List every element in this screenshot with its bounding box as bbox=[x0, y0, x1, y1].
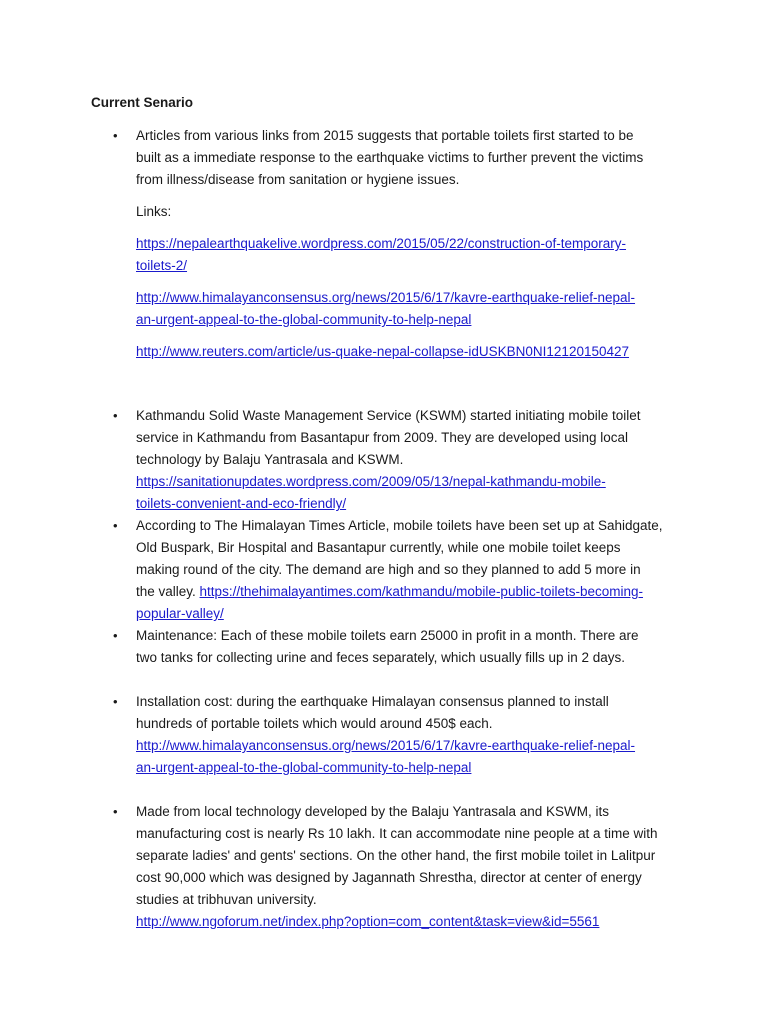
link-text[interactable]: toilets-2/ bbox=[136, 258, 188, 273]
link-temporary-toilets[interactable] bbox=[136, 233, 736, 277]
link-himalayan-times[interactable]: popular-valley/ bbox=[136, 606, 224, 621]
links-label: Links: bbox=[136, 204, 172, 219]
bullet-icon: • bbox=[113, 128, 118, 143]
text-line: Maintenance: Each of these mobile toilets earn 25000 in profit in a month. There are bbox=[136, 628, 639, 643]
text-line: making round of the city. The demand are high and so they planned to add 5 more in bbox=[136, 562, 641, 577]
link-text[interactable]: https://nepalearthquakelive.wordpress.com/2015/05/22/construction-of-temporary- bbox=[136, 236, 627, 251]
text-line: Kathmandu Solid Waste Management Service (KSWM) started initiating mobile toilet bbox=[136, 408, 641, 423]
bullet-icon: • bbox=[113, 804, 118, 819]
text-line: technology by Balaju Yantrasala and KSWM. bbox=[136, 452, 404, 467]
link-reuters[interactable] bbox=[136, 341, 736, 363]
link-himalayan-consensus[interactable]: http://www.himalayanconsensus.org/news/2015/6/17/kavre-earthquake-relief-nepal- bbox=[136, 738, 636, 753]
link-text[interactable]: an-urgent-appeal-to-the-global-community-to-help-nepal bbox=[136, 312, 472, 327]
text-line: from illness/disease from sanitation or hygiene issues. bbox=[136, 172, 460, 187]
link-text[interactable]: http://www.himalayanconsensus.org/news/2015/6/17/kavre-earthquake-relief-nepal- bbox=[136, 290, 636, 305]
text-fragment: the valley. bbox=[136, 584, 200, 599]
bullet-item-6 bbox=[136, 801, 736, 933]
link-himalayan-consensus[interactable] bbox=[136, 287, 736, 331]
bullet-icon: • bbox=[113, 694, 118, 709]
text-line: According to The Himalayan Times Article, mobile toilets have been set up at Sahidgate, bbox=[136, 518, 663, 533]
link-himalayan-times[interactable]: https://thehimalayantimes.com/kathmandu/mobile-public-toilets-becoming- bbox=[199, 584, 643, 599]
text-line: service in Kathmandu from Basantapur from 2009. They are developed using local bbox=[136, 430, 629, 445]
text-line: Installation cost: during the earthquake Himalayan consensus planned to install bbox=[136, 694, 609, 709]
bullet-icon: • bbox=[113, 408, 118, 423]
link-himalayan-consensus[interactable]: an-urgent-appeal-to-the-global-community-to-help-nepal bbox=[136, 760, 472, 775]
bullet-item-2 bbox=[136, 405, 736, 515]
text-line: separate ladies' and gents' sections. On the other hand, the first mobile toilet in Lalitpur bbox=[136, 848, 656, 863]
bullet-item-3 bbox=[136, 515, 736, 625]
link-sanitation-updates[interactable]: https://sanitationupdates.wordpress.com/2009/05/13/nepal-kathmandu-mobile- bbox=[136, 474, 606, 489]
text-line bbox=[136, 581, 736, 603]
bullet-item-5 bbox=[136, 691, 736, 779]
text-line: two tanks for collecting urine and feces separately, which usually fills up in 2 days. bbox=[136, 650, 625, 665]
text-line: manufacturing cost is nearly Rs 10 lakh. It can accommodate nine people at a time with bbox=[136, 826, 658, 841]
text-line: studies at tribhuvan university. bbox=[136, 892, 317, 907]
bullet-icon: • bbox=[113, 628, 118, 643]
bullet-item-4 bbox=[136, 625, 736, 669]
text-line: hundreds of portable toilets which would around 450$ each. bbox=[136, 716, 493, 731]
text-line: cost 90,000 which was designed by Jagannath Shrestha, director at center of energy bbox=[136, 870, 642, 885]
section-heading: Current Senario bbox=[91, 95, 194, 110]
text-line: Made from local technology developed by the Balaju Yantrasala and KSWM, its bbox=[136, 804, 610, 819]
link-text[interactable]: http://www.reuters.com/article/us-quake-nepal-collapse-idUSKBN0NI12120150427 bbox=[136, 344, 630, 359]
text-line: built as a immediate response to the earthquake victims to further prevent the victims bbox=[136, 150, 644, 165]
link-ngo-forum[interactable]: http://www.ngoforum.net/index.php?option=com_content&task=view&id=5561 bbox=[136, 914, 600, 929]
link-sanitation-updates[interactable]: toilets-convenient-and-eco-friendly/ bbox=[136, 496, 347, 511]
bullet-item-1 bbox=[136, 125, 736, 191]
bullet-icon: • bbox=[113, 518, 118, 533]
text-line: Articles from various links from 2015 suggests that portable toilets first started to be bbox=[136, 128, 634, 143]
text-line: Old Buspark, Bir Hospital and Basantapur currently, while one mobile toilet keeps bbox=[136, 540, 621, 555]
